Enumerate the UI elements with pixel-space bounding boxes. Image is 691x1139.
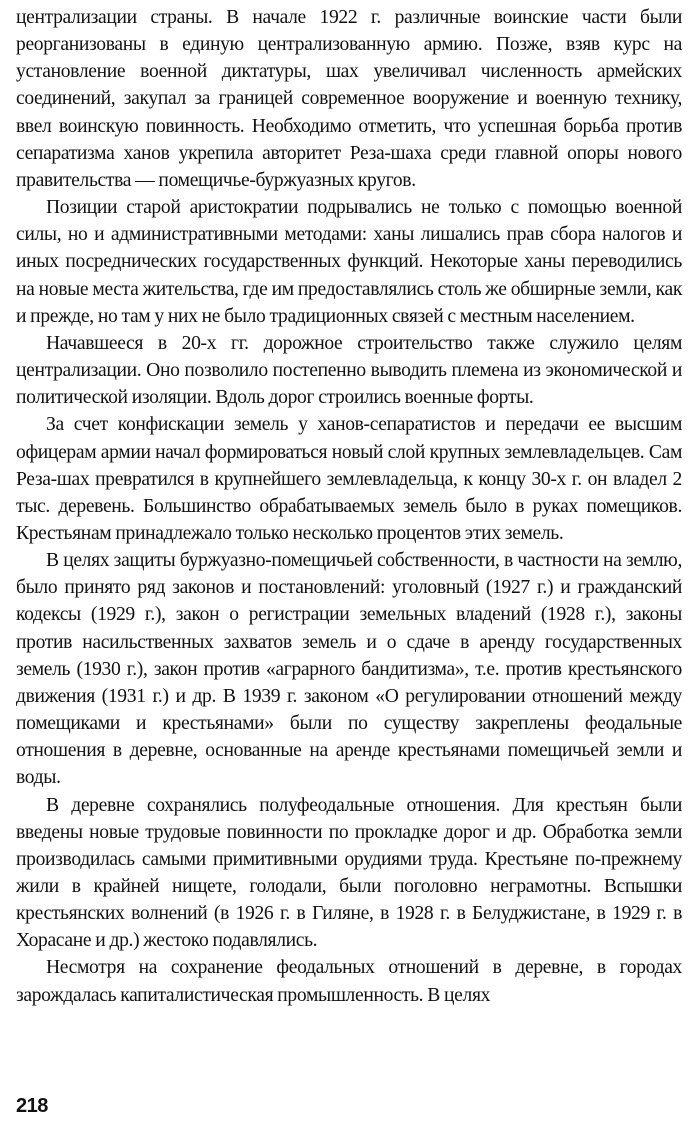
paragraph: В целях защиты буржуазно-помещичьей собственности, в частности на землю, было принято ряд законов и постановлений: уголовный (1927 г.) и гражданский кодексы (1929 г.), закон о регистрации земельных владений (1928 г.), законы против насильственных захватов земель и о сдаче в аренду государственных земель (1930 г.), закон против «аграрного бандитизма», т.е. против крестьянского движения (1931 г.) и др. В 1939 г. законом «О регулировании отношений между помещиками и крестьянами» были по существу закреплены феодальные отношения в деревне, основанные на аренде крестьянами помещичьей земли и воды. <box>16 550 682 789</box>
paragraph: Несмотря на сохранение феодальных отношений в деревне, в городах зарождалась капиталистическая промышленность. В целях <box>16 957 682 1006</box>
page-number: 218 <box>16 1095 48 1117</box>
body-text <box>16 4 682 1009</box>
paragraph: Начавшееся в 20-х гг. дорожное строительство также служило целям централизации. Оно позволило постепенно выводить племена из экономической и политической изоляции. Вдоль дорог строились военные форты. <box>16 332 682 409</box>
paragraph: Позиции старой аристократии подрывались не только с помощью военной силы, но и административными методами: ханы лишались прав сбора налогов и иных посреднических государственных функций. Некоторые ханы переводились на новые места жительства, где им предоставлялись столь же обширные земли, как и прежде, но там у них не было традиционных связей с местным населением. <box>16 197 682 327</box>
paragraph: В деревне сохранялись полуфеодальные отношения. Для крестьян были введены новые трудовые повинности по прокладке дорог и др. Обработка земли производилась самыми примитивными орудиями труда. Крестьяне по-прежнему жили в крайней нищете, голодали, были поголовно неграмотны. Вспышки крестьянских волнений (в 1926 г. в Гиляне, в 1928 г. в Белуджистане, в 1929 г. в Хорасане и др.) жестоко подавлялись. <box>16 794 682 952</box>
paragraph: За счет конфискации земель у ханов-сепаратистов и передачи ее высшим офицерам армии начал формироваться новый слой крупных землевладельцев. Сам Реза-шах превратился в крупнейшего землевладельца, к концу 30-х г. он владел 2 тыс. деревень. Большинство обрабатываемых земель было в руках помещиков. Крестьянам принадлежало только несколько процентов этих земель. <box>16 414 682 544</box>
paragraph: централизации страны. В начале 1922 г. различные воинские части были реорганизованы в единую централизованную армию. Позже, взяв курс на установление военной диктатуры, шах увеличивал численность армейских соединений, закупал за границей современное вооружение и военную технику, ввел воинскую повинность. Необходимо отметить, что успешная борьба против сепаратизма ханов укрепила авторитет Реза-шаха среди главной опоры нового правительства — помещичье-буржуазных кругов. <box>16 7 682 191</box>
